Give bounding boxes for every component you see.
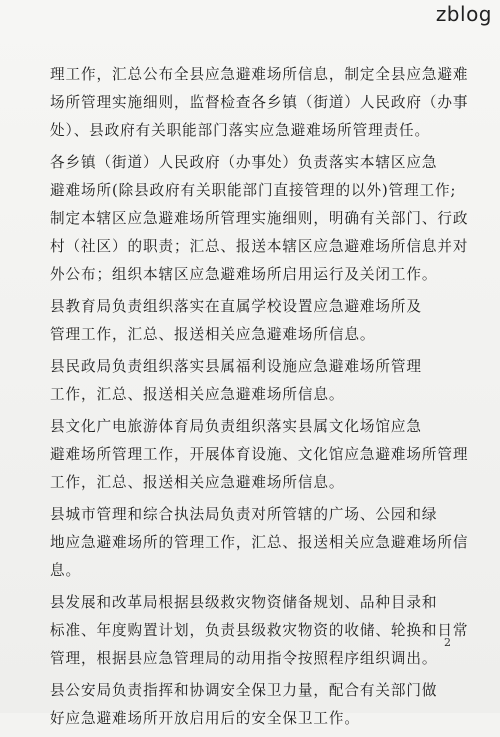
text-line: 息。: [50, 562, 81, 579]
text-line: 管理工作，汇总、报送相关应急避难场所信息。: [50, 326, 376, 343]
text-line: 理工作，汇总公布全县应急避难场所信息，制定全县应急避难: [50, 66, 469, 83]
text-line: 标准、年度购置计划，负责县级救灾物资的收储、轮换和日常: [50, 622, 469, 639]
paragraph: [50, 61, 469, 145]
text-line: 县文化广电旅游体育局负责组织落实县属文化场馆应急: [50, 418, 422, 435]
text-line: 制定本辖区应急避难场所管理实施细则，明确有关部门、行政: [50, 210, 469, 227]
text-line: 处）、县政府有关职能部门落实应急避难场所管理责任。: [50, 122, 431, 139]
paragraph: [50, 589, 469, 673]
paragraph: [50, 677, 450, 733]
text-line: 县民政局负责组织落实县属福利设施应急避难场所管理: [50, 358, 422, 375]
text-line: 工作，汇总、报送相关应急避难场所信息。: [50, 386, 345, 403]
text-line: 场所管理实施细则，监督检查各乡镇（街道）人民政府（办事: [50, 94, 469, 111]
paragraph: [50, 149, 469, 289]
text-line: 管理，根据县应急管理局的动用指令按照程序组织调出。: [50, 650, 438, 667]
text-line: 避难场所(除县政府有关职能部门直接管理的以外)管理工作;: [50, 182, 457, 199]
page-number: 2: [444, 636, 451, 649]
text-line: 县城市管理和综合执法局负责对所管辖的广场、公园和绿: [50, 506, 438, 523]
paragraph: [50, 413, 469, 497]
paragraph: [50, 293, 450, 349]
paragraph: [50, 501, 469, 585]
text-line: 县教育局负责组织落实在直属学校设置应急避难场所及: [50, 298, 422, 315]
text-line: 村（社区）的职责；汇总、报送本辖区应急避难场所信息并对: [50, 238, 469, 255]
paragraph: [50, 353, 450, 409]
text-line: 外公布；组织本辖区应急避难场所启用运行及关闭工作。: [50, 266, 438, 283]
text-line: 县发展和改革局根据县级救灾物资储备规划、品种目录和: [50, 594, 438, 611]
text-line: 各乡镇（街道）人民政府（办事处）负责落实本辖区应急: [50, 154, 438, 171]
text-line: 县公安局负责指挥和协调安全保卫力量，配合有关部门做: [50, 682, 438, 699]
watermark-logo: zblog: [435, 2, 492, 26]
text-line: 工作，汇总、报送相关应急避难场所信息。: [50, 474, 345, 491]
document-body: [50, 61, 469, 737]
text-line: 好应急避难场所开放启用后的安全保卫工作。: [50, 710, 360, 727]
text-line: 避难场所管理工作，开展体育设施、文化馆应急避难场所管理: [50, 446, 469, 463]
text-line: 地应急避难场所的管理工作，汇总、报送相关应急避难场所信: [50, 534, 469, 551]
